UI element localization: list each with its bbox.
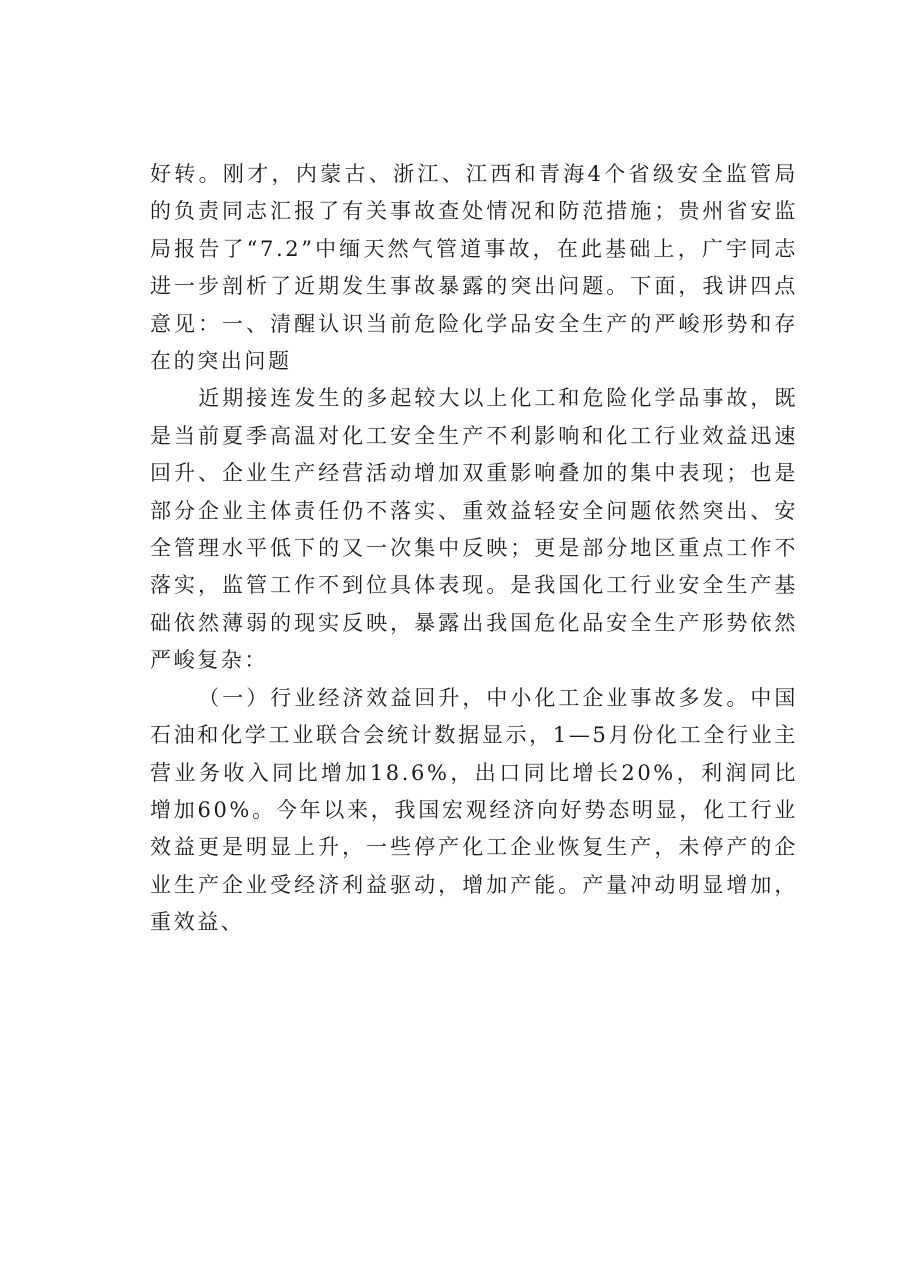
paragraph-3: （一）行业经济效益回升，中小化工企业事故多发。中国石油和化学工业联合会统计数据显示，1—5月份化工全行业主营业务收入同比增加18.6%，出口同比增长20%，利润同比增加60%。今年以来，我国宏观经济向好势态明显，化工行业效益更是明显上升，一些停产化工企业恢复生产，未停产的企业生产企业受经济利益驱动，增加产能。产量冲动明显增加，重效益、 xyxy=(150,685,798,935)
paragraph-1: 好转。刚才，内蒙古、浙江、江西和青海4个省级安全监管局的负责同志汇报了有关事故查处情况和防范措施；贵州省安监局报告了“7.2”中缅天然气管道事故，在此基础上，广宇同志进一步剖析了近期发生事故暴露的突出问题。下面，我讲四点意见：一、清醒认识当前危险化学品安全生产的严峻形势和存在的突出问题 xyxy=(150,162,798,374)
paragraph-2: 近期接连发生的多起较大以上化工和危险化学品事故，既是当前夏季高温对化工安全生产不利影响和化工行业效益迅速回升、企业生产经营活动增加双重影响叠加的集中表现；也是部分企业主体责任仍不落实、重效益轻安全问题依然突出、安全管理水平低下的又一次集中反映；更是部分地区重点工作不落实，监管工作不到位具体表现。是我国化工行业安全生产基础依然薄弱的现实反映，暴露出我国危化品安全生产形势依然严峻复杂： xyxy=(150,386,798,673)
document-body xyxy=(150,156,798,942)
